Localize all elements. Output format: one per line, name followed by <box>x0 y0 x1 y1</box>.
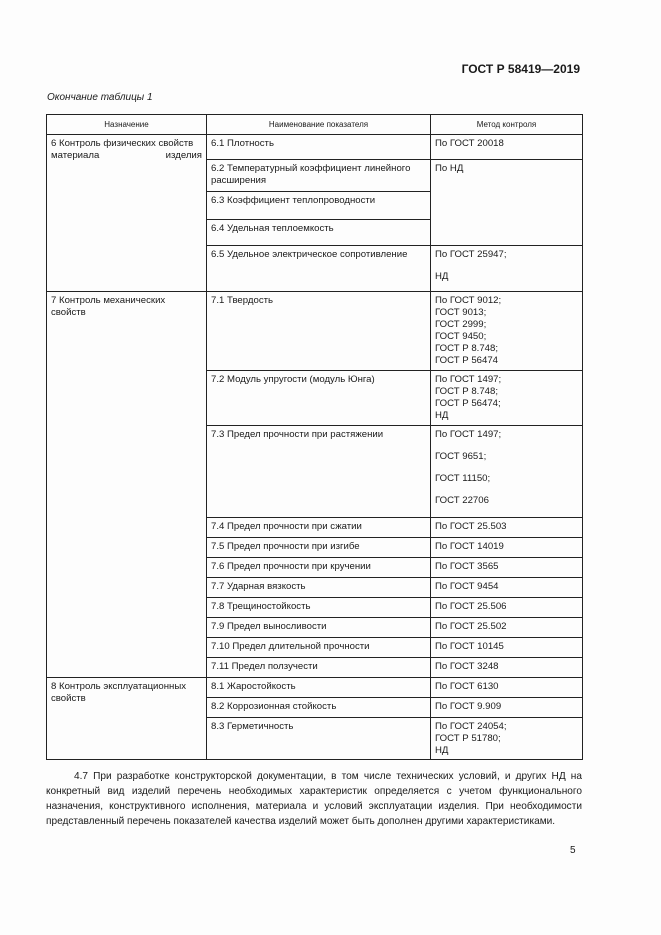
method-line: ГОСТ Р 56474 <box>435 355 498 366</box>
indicator-cell: 7.8 Трещиностойкость <box>207 598 431 618</box>
indicator-cell: 7.10 Предел длительной прочности <box>207 638 431 658</box>
method-cell: По ГОСТ 6130 <box>431 678 583 698</box>
purpose-cell: 7 Контроль механических свойств <box>47 292 207 678</box>
table-row <box>47 292 583 371</box>
indicator-cell: 7.9 Предел выносливости <box>207 618 431 638</box>
method-line: По ГОСТ 1497; <box>435 429 502 440</box>
indicator-cell: 8.2 Коррозионная стойкость <box>207 698 431 718</box>
indicator-cell: 7.3 Предел прочности при растяжении <box>207 426 431 518</box>
method-line: ГОСТ Р 56474; <box>435 398 501 409</box>
indicator-cell: 7.11 Предел ползучести <box>207 658 431 678</box>
method-line: По ГОСТ 24054; <box>435 721 507 732</box>
method-cell: По ГОСТ 10145 <box>431 638 583 658</box>
method-cell: По ГОСТ 14019 <box>431 538 583 558</box>
method-line: ГОСТ 2999; <box>435 319 487 330</box>
method-line: ГОСТ 22706 <box>435 495 489 506</box>
purpose-cell: 6 Контроль физических свойств материала изделия <box>47 135 207 292</box>
indicator-cell: 7.7 Ударная вязкость <box>207 578 431 598</box>
method-cell: По НД <box>431 160 583 246</box>
indicator-cell: 6.5 Удельное электрическое сопротивление <box>207 246 431 292</box>
indicator-cell: 7.5 Предел прочности при изгибе <box>207 538 431 558</box>
body-paragraph: 4.7 При разработке конструкторской документации, в том числе технических условий, и других НД на конкретный вид изделий перечень необходимых характеристик определяется с учетом функционального назначения, конструктивного исполнения, материала и условий эксплуатации изделия. При необходимости представленный перечень показателей качества изделий может быть дополнен другими характеристиками. <box>46 771 582 827</box>
indicator-cell: 8.1 Жаростойкость <box>207 678 431 698</box>
method-cell <box>431 426 583 518</box>
column-header-indicator: Наименование показателя <box>207 115 431 135</box>
method-line: По ГОСТ 25947; <box>435 249 507 260</box>
table-row <box>47 678 583 698</box>
method-line: По ГОСТ 1497; <box>435 374 502 385</box>
method-cell <box>431 292 583 371</box>
table-caption: Окончание таблицы 1 <box>47 92 153 103</box>
method-line: ГОСТ 9013; <box>435 307 487 318</box>
table-header-row <box>47 115 583 135</box>
method-line: ГОСТ 9651; <box>435 451 487 462</box>
method-cell: По ГОСТ 9.909 <box>431 698 583 718</box>
indicator-cell: 7.1 Твердость <box>207 292 431 371</box>
method-line: По ГОСТ 9012; <box>435 295 502 306</box>
method-line: НД <box>435 410 449 421</box>
indicator-cell: 6.3 Коэффициент теплопроводности <box>207 192 431 220</box>
method-cell: По ГОСТ 20018 <box>431 135 583 160</box>
indicator-cell: 6.2 Температурный коэффициент линейного расширения <box>207 160 431 192</box>
control-methods-table <box>46 114 583 760</box>
indicator-cell: 7.4 Предел прочности при сжатии <box>207 518 431 538</box>
method-cell: По ГОСТ 25.503 <box>431 518 583 538</box>
indicator-cell: 7.6 Предел прочности при кручении <box>207 558 431 578</box>
purpose-cell: 8 Контроль эксплуатационных свойств <box>47 678 207 760</box>
method-line: ГОСТ 9450; <box>435 331 487 342</box>
table-row <box>47 135 583 160</box>
method-line: НД <box>435 745 449 756</box>
method-cell <box>431 371 583 426</box>
method-line: ГОСТ Р 8.748; <box>435 343 498 354</box>
method-cell: По ГОСТ 3248 <box>431 658 583 678</box>
method-line: ГОСТ Р 51780; <box>435 733 501 744</box>
method-cell: По ГОСТ 25.502 <box>431 618 583 638</box>
method-line: ГОСТ 11150; <box>435 473 491 484</box>
method-cell <box>431 718 583 760</box>
method-cell <box>431 246 583 292</box>
method-cell: По ГОСТ 9454 <box>431 578 583 598</box>
indicator-cell: 8.3 Герметичность <box>207 718 431 760</box>
column-header-purpose: Назначение <box>47 115 207 135</box>
method-line: ГОСТ Р 8.748; <box>435 386 498 397</box>
method-cell: По ГОСТ 3565 <box>431 558 583 578</box>
method-line: НД <box>435 271 449 282</box>
standard-code: ГОСТ Р 58419—2019 <box>461 62 580 76</box>
indicator-cell: 7.2 Модуль упругости (модуль Юнга) <box>207 371 431 426</box>
page-number: 5 <box>570 845 576 856</box>
method-cell: По ГОСТ 25.506 <box>431 598 583 618</box>
column-header-method: Метод контроля <box>431 115 583 135</box>
indicator-cell: 6.1 Плотность <box>207 135 431 160</box>
indicator-cell: 6.4 Удельная теплоемкость <box>207 220 431 246</box>
